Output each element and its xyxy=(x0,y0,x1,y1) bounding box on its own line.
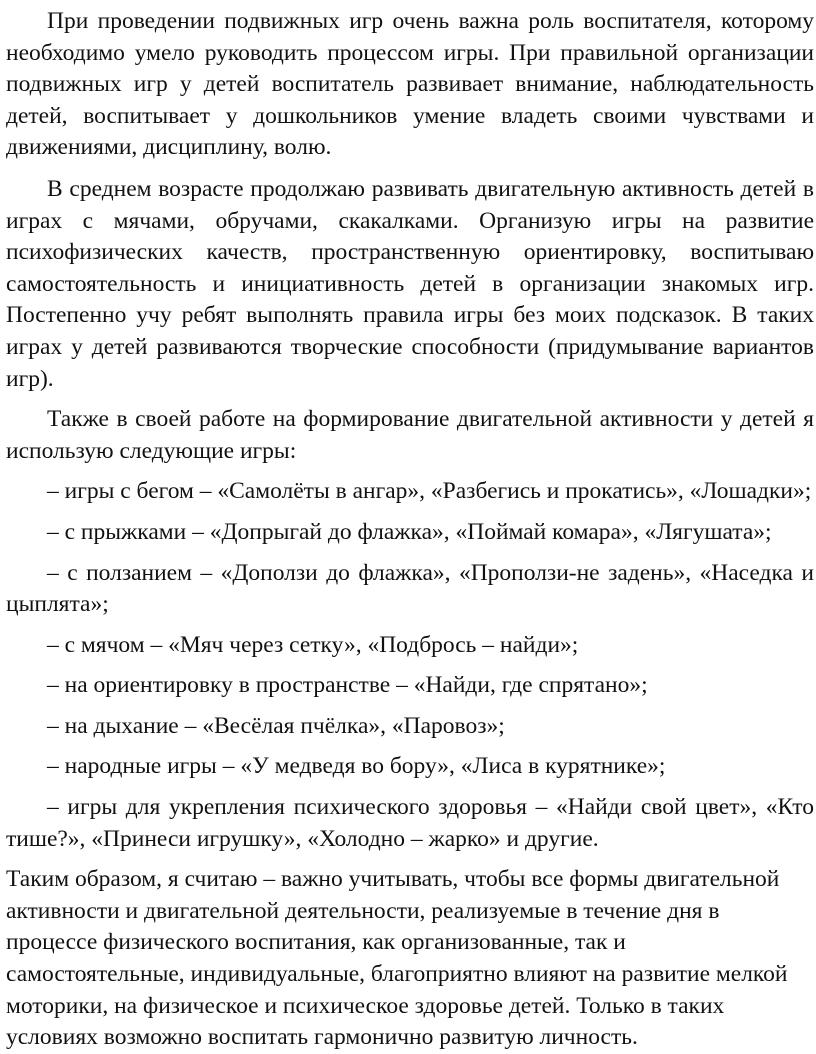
paragraph-conclusion: Таким образом, я считаю – важно учитывать, чтобы все формы двигательной активности и двигательной деятельности, реализуемые в течение дня в процессе физического воспитания, как организованные, так и самостоятельные, индивидуальные, благоприятно влияют на развитие мелкой моторики, на физическое и психическое здоровье детей. Только в таких условиях возможно воспитать гармонично развитую личность. xyxy=(6,866,788,1051)
list-item-mental-health-games: – игры для укрепления психического здоровья – «Найди свой цвет», «Кто тише?», «Принеси игрушку», «Холодно – жарко» и другие. xyxy=(6,794,814,852)
list-item-breathing-games: – на дыхание – «Весёлая пчёлка», «Паровоз»; xyxy=(47,712,505,739)
paragraph-teacher-role: При проведении подвижных игр очень важна роль воспитателя, которому необходимо умело руководить процессом игры. При правильной организации подвижных игр у детей воспитатель развивает внимание, наблюдательность детей, воспитывает у дошкольников умение владеть своими чувствами и движениями, дисциплину, волю. xyxy=(6,8,814,161)
list-item-crawling-games: – с ползанием – «Доползи до флажка», «Проползи-не задень», «Наседка и цыплята»; xyxy=(6,559,814,618)
paragraph-games-intro: Также в своей работе на формирование двигательной активности у детей я использую следующие игры: xyxy=(6,406,814,464)
paragraph-middle-age-activity: В среднем возрасте продолжаю развивать двигательную активность детей в играх с мячами, обручами, скакалками. Организую игры на развитие психофизических качеств, пространственную ориентировку, воспитываю самостоятельность и инициативность детей в организации знакомых игр. Постепенно учу ребят выполнять правила игры без моих подсказок. В таких играх у детей развиваются творческие способности (придумывание вариантов игр). xyxy=(6,175,814,392)
list-item-jumping-games: – с прыжками – «Допрыгай до флажка», «Поймай комара», «Лягушата»; xyxy=(47,518,772,545)
list-item-folk-games: – народные игры – «У медведя во бору», «Лиса в курятнике»; xyxy=(47,753,666,780)
list-item-orientation-games: – на ориентировку в пространстве – «Найди, где спрятано»; xyxy=(47,672,648,699)
list-item-running-games: – игры с бегом – «Самолёты в ангар», «Разбегись и прокатись», «Лошадки»; xyxy=(47,478,812,505)
document-page xyxy=(6,6,814,1054)
list-item-ball-games: – с мячом – «Мяч через сетку», «Подбрось – найди»; xyxy=(47,631,579,658)
game-list xyxy=(6,476,814,855)
